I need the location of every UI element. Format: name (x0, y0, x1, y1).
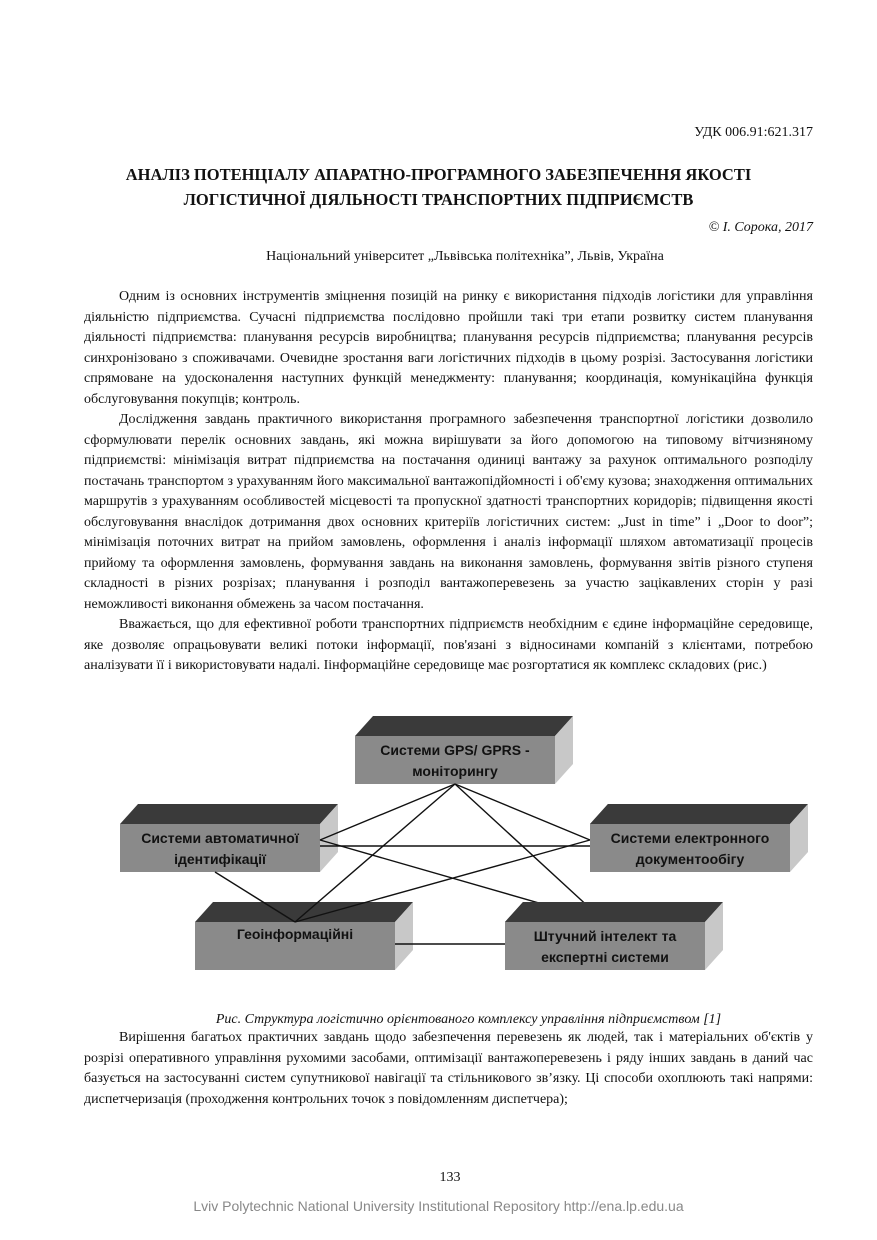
repository-footer: Lviv Polytechnic National University Institutional Repository http://ena.lp.edu.ua (193, 1198, 684, 1214)
title-line-2: ЛОГІСТИЧНОЇ ДІЯЛЬНОСТІ ТРАНСПОРТНИХ ПІДПРИЄМСТВ (183, 190, 694, 209)
diagram-right-boxes-lower (495, 898, 735, 1018)
box-top (120, 804, 338, 824)
title-line-1: АНАЛІЗ ПОТЕНЦІАЛУ АПАРАТНО-ПРОГРАМНОГО ЗАБЕЗПЕЧЕННЯ ЯКОСТІ (125, 165, 752, 184)
paragraph: Вважається, що для ефективної роботи транспортних підприємств необхідним є єдине інформаційне середовище, яке дозволяє опрацьовувати великі потоки інформації, пов'язані з відносинами компаній з клієнтами, потребою аналізувати її і використовувати надалі. Іінформаційне середовище має розгортатися як комплекс складових (рис.) (84, 617, 813, 673)
box-top (590, 804, 808, 824)
label-ai-line2: експертні системи (541, 949, 669, 965)
label-gps-line2: моніторингу (412, 763, 498, 779)
copyright: © І. Сорока, 2017 (708, 220, 813, 235)
body-text-before-figure (84, 287, 813, 677)
paragraph: Вирішення багатьох практичних завдань щодо забезпечення перевезень як людей, так і матеріальних об'єктів у розрізі оперативного управління рухомими засобами, оптимізації вантажоперевезень і ряду інших завдань в даний час базується на застосуванні систем супутникової навігації та стільникового зв’язку. Ці способи охоплюють такі напрями: диспетчеризація (проходження контрольних точок з повідомленням диспетчера); (84, 1030, 813, 1107)
page-number: 133 (439, 1170, 461, 1185)
box-auto-identification (120, 804, 338, 872)
label-edoc-line2: документообігу (635, 851, 745, 867)
box-geoinformation (195, 902, 413, 970)
connector (320, 784, 455, 840)
paragraph: Дослідження завдань практичного використання програмного забезпечення транспортної логістики дозволило сформулювати перелік основних завдань, які можна вирішувати за його допомогою на типовому вітчизняному підприємстві: мінімізація витрат підприємства на постачання одиниці вантажу за рахунок оптимального розподілу постачань транспортом з урахуванням його максимальної вантажопідйомності і об'єму кузова; знаходження оптимальних маршрутів з урахуванням особливостей місцевості та пропускної здатності транспортних коридорів; підвищення якості обслуговування внаслідок дотримання двох основних критеріїв логістичних систем: „Just in time” і „Door to door”; мінімізація поточних витрат на прийом замовлень, оформлення і аналіз інформації шляхом автоматизації процесів прийому та оформлення замовлень, формування завдань на виконання замовлень, формування звітів різного ступеня складності в різних розрізах; планування і розподіл вантажоперевезень за участю зацікавлених сторін у разі неможливості виконання обмежень за часом постачання. (84, 412, 813, 612)
label-auto-id-line2: ідентифікації (174, 851, 266, 867)
body-text-after-figure (84, 1028, 813, 1110)
box-ai-expert-systems-front (505, 902, 723, 970)
label-auto-id-line1: Системи автоматичної (141, 830, 299, 846)
label-geo: Геоінформаційні (236, 926, 354, 942)
article-title (40, 162, 837, 212)
figure-caption: Рис. Структура логістично орієнтованого комплексу управління підприємством [1] (215, 1012, 722, 1027)
label-edoc-line1: Системи електронного (610, 830, 770, 846)
box-electronic-document-flow-front (590, 804, 808, 872)
connector (455, 784, 590, 840)
paragraph: Одним із основних інструментів зміцнення позицій на ринку є використання підходів логістики для управління діяльністю підприємства. Сучасні підприємства послідовно пройшли такі три етапи розвитку систем планування діяльності підприємства: планування ресурсів виробництва; планування ресурсів підприємства; планування ресурсів синхронізовано з споживачами. Очевидне зростання ваги логістичних підходів в цьому розрізі. Застосування логістики спрямоване на удосконалення наступних функцій менеджменту: планування; координація, комунікаційна функція обслуговування покупців; контроль. (84, 289, 813, 407)
box-top (355, 716, 573, 736)
affiliation: Національний університет „Львівська політехніка”, Львів, Україна (266, 249, 664, 264)
box-top (505, 902, 723, 922)
label-gps-line1: Системи GPS/ GPRS - (380, 742, 530, 758)
box-gps-monitoring (355, 716, 573, 784)
udc-code: УДК 006.91:621.317 (694, 125, 813, 140)
label-ai-line1: Штучний інтелект та (533, 928, 677, 944)
